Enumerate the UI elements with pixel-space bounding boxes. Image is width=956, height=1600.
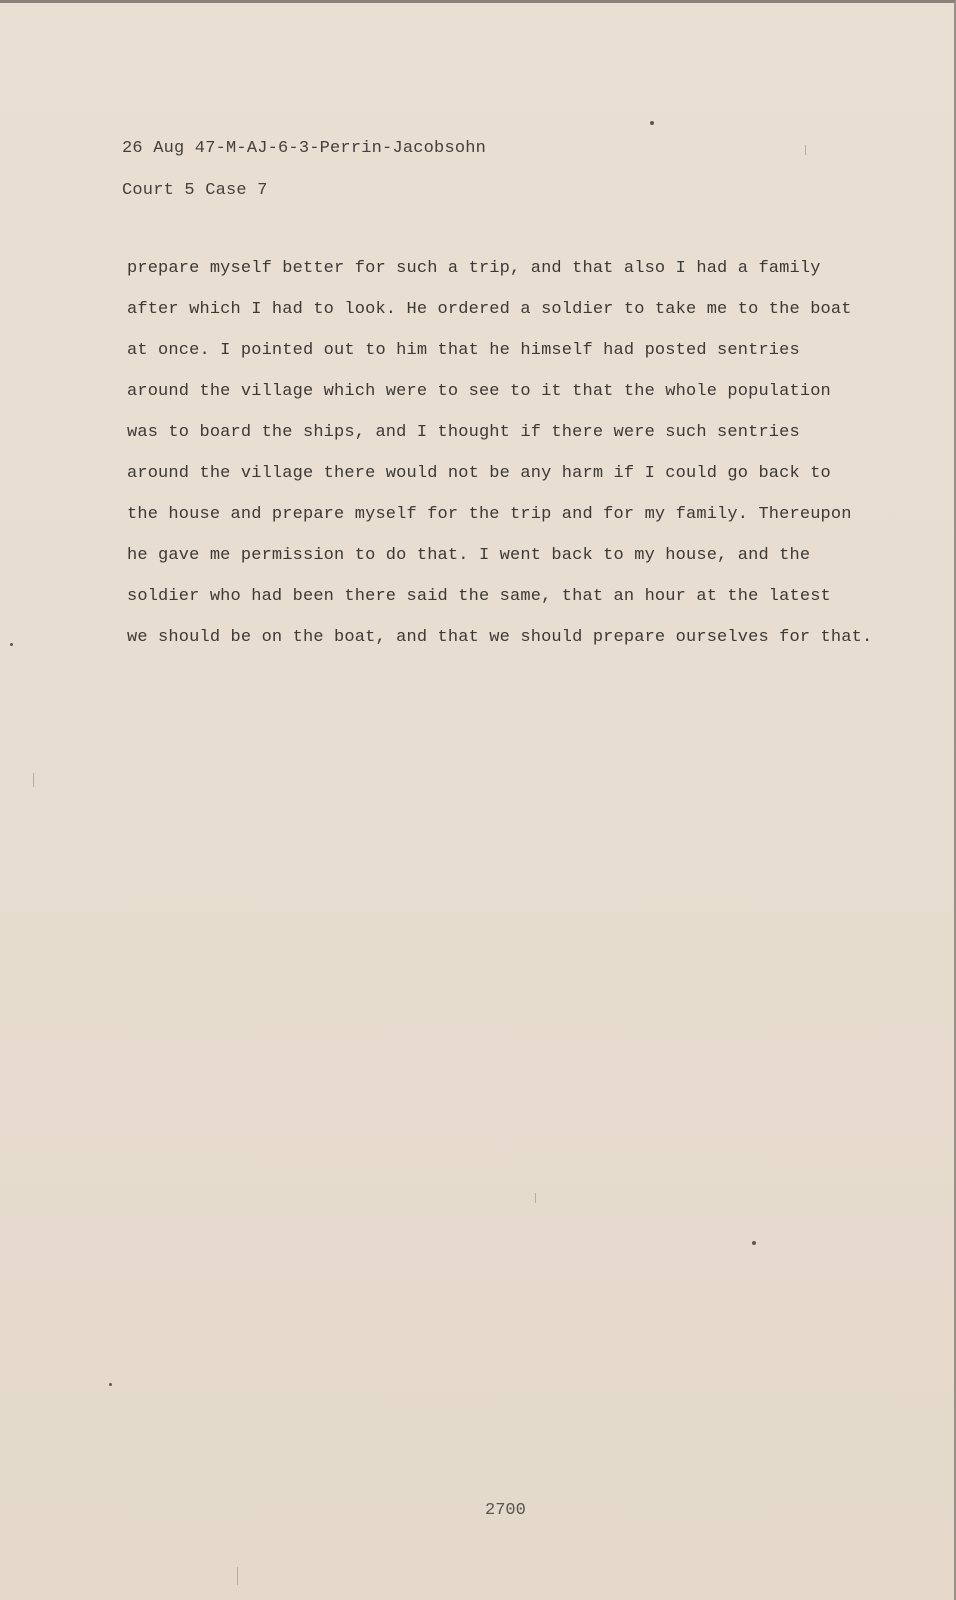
body-line-6: around the village there would not be any harm if I could go back to	[127, 464, 831, 483]
paper-speck	[10, 643, 13, 646]
body-line-2: after which I had to look. He ordered a soldier to take me to the boat	[127, 300, 852, 319]
paper-scratch	[535, 1193, 536, 1203]
body-line-8: he gave me permission to do that. I went back to my house, and the	[127, 546, 811, 565]
body-line-9: soldier who had been there said the same, that an hour at the latest	[127, 587, 831, 606]
body-line-7: the house and prepare myself for the trip and for my family. Thereupon	[127, 505, 852, 524]
body-line-10: we should be on the boat, and that we should prepare ourselves for that.	[127, 628, 873, 647]
paper-speck	[752, 1241, 756, 1245]
page-number: 2700	[485, 1501, 526, 1520]
transcript-reference: 26 Aug 47-M-AJ-6-3-Perrin-Jacobsohn	[122, 139, 487, 158]
paper-speck	[109, 1383, 112, 1386]
paper-scratch	[33, 773, 34, 787]
paper-scratch	[237, 1567, 238, 1585]
paper-scratch	[805, 145, 806, 155]
court-case-label: Court 5 Case 7	[122, 181, 268, 200]
body-line-5: was to board the ships, and I thought if there were such sentries	[127, 423, 800, 442]
body-line-4: around the village which were to see to it that the whole population	[127, 382, 831, 401]
body-line-1: prepare myself better for such a trip, and that also I had a family	[127, 259, 821, 278]
body-line-3: at once. I pointed out to him that he himself had posted sentries	[127, 341, 800, 360]
paper-speck	[650, 121, 654, 125]
